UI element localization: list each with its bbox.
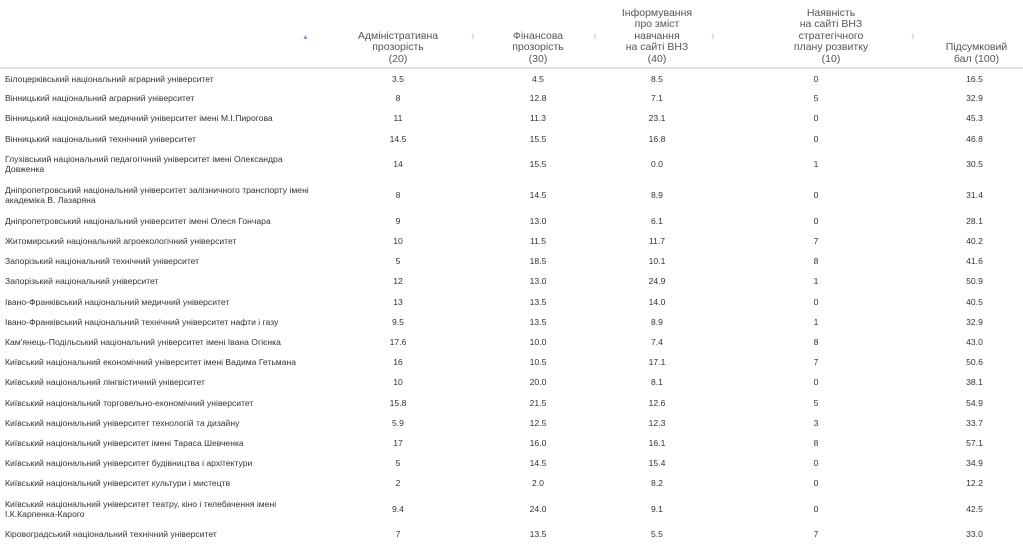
- total-score-cell: 38.1: [966, 377, 983, 388]
- university-name-cell: Київський національний лінгвістичний університет: [5, 377, 205, 388]
- info-score-cell: 11.7: [648, 236, 666, 247]
- column-header-line: Інформування: [621, 6, 693, 19]
- info-score-cell: 12.6: [648, 397, 666, 408]
- plan-score-cell: 0: [813, 73, 819, 84]
- info-score-cell: 24.9: [648, 276, 666, 287]
- fin-score-cell: 11.5: [529, 236, 547, 247]
- total-score-cell: 12.2: [966, 478, 983, 489]
- info-score-cell: 14.0: [648, 296, 666, 307]
- university-name-cell: Київський національний університет культури і мистецтв: [5, 478, 231, 489]
- fin-score-cell: 20.0: [529, 377, 547, 388]
- info-score-cell: 23.1: [648, 113, 666, 124]
- info-score-cell: 9.1: [651, 503, 663, 514]
- admin-score-cell: 10: [393, 377, 403, 388]
- plan-score-cell: 0: [813, 296, 819, 307]
- table-row: [0, 108, 1023, 128]
- fin-score-cell: 12.8: [529, 93, 547, 104]
- fin-score-cell: 15.5: [529, 159, 547, 170]
- admin-score-cell: 14.5: [389, 133, 407, 144]
- admin-score-cell: 10: [393, 236, 403, 247]
- admin-score-cell: 12: [393, 276, 403, 287]
- admin-score-cell: 2: [395, 478, 401, 489]
- university-name-cell: Київський національний університет технологій та дизайну: [5, 417, 240, 428]
- fin-score-cell: 11.3: [529, 113, 547, 124]
- sort-toggle-icon[interactable]: ⇕: [592, 34, 598, 41]
- plan-score-cell: 0: [813, 503, 819, 514]
- column-header-line: (30): [528, 52, 548, 65]
- admin-score-cell: 9.4: [392, 503, 404, 514]
- admin-score-cell: 8: [395, 190, 401, 201]
- plan-score-cell: 1: [813, 159, 819, 170]
- plan-score-cell: 5: [813, 397, 819, 408]
- column-header-line: на сайті ВНЗ: [799, 18, 863, 31]
- fin-score-cell: 2.0: [532, 478, 544, 489]
- info-score-cell: 0.0: [651, 159, 663, 170]
- university-name-cell: Київський національний торговельно-економічний університет: [5, 397, 254, 408]
- university-name-cell: Київський національний економічний університет імені Вадима Гетьмана: [5, 357, 297, 368]
- admin-score-cell: 5.9: [392, 417, 404, 428]
- column-header-line: Підсумковий: [945, 41, 1008, 54]
- info-score-cell: 12.3: [648, 417, 666, 428]
- plan-score-cell: 1: [813, 276, 819, 287]
- total-score-cell: 43.0: [966, 336, 983, 347]
- fin-score-cell: 18.5: [529, 256, 547, 267]
- plan-score-cell: 0: [813, 215, 819, 226]
- total-score-cell: 34.9: [966, 458, 983, 469]
- university-name-cell: Київський національний університет будівництва і архітектури: [5, 458, 253, 469]
- university-name-cell: Івано-Франківський національний медичний університет: [5, 296, 230, 307]
- plan-score-cell: 5: [813, 93, 819, 104]
- fin-score-cell: 16.0: [529, 437, 547, 448]
- total-score-cell: 32.9: [966, 316, 983, 327]
- column-header-name[interactable]: [0, 0, 318, 68]
- plan-score-cell: 7: [813, 236, 819, 247]
- university-name-cell: Білоцерківський національний аграрний університет: [5, 73, 214, 84]
- university-name-cell: Івано-Франківський національний технічний університет нафти і газу: [5, 316, 279, 327]
- info-score-cell: 8.1: [651, 377, 663, 388]
- admin-score-cell: 7: [395, 529, 401, 540]
- column-header-line: прозорість: [372, 41, 424, 54]
- info-score-cell: 15.4: [648, 458, 666, 469]
- fin-score-cell: 14.5: [529, 458, 547, 469]
- table-row: [0, 129, 1023, 149]
- total-score-cell: 30.5: [966, 159, 983, 170]
- admin-score-cell: 9.5: [392, 316, 404, 327]
- info-score-cell: 16.1: [648, 437, 666, 448]
- plan-score-cell: 0: [813, 190, 819, 201]
- column-header-total[interactable]: [916, 0, 1023, 68]
- column-header-line: Фінансова: [512, 29, 564, 42]
- plan-score-cell: 8: [813, 256, 819, 267]
- table-row: [0, 231, 1023, 251]
- info-score-cell: 8.2: [651, 478, 663, 489]
- info-score-cell: 7.1: [651, 93, 663, 104]
- university-name-cell: Вінницький національний аграрний університет: [5, 93, 195, 104]
- info-score-cell: 16.8: [648, 133, 666, 144]
- admin-score-cell: 3.5: [392, 73, 404, 84]
- university-name-cell: Вінницький національний медичний університет імені М.І.Пирогова: [5, 113, 273, 124]
- total-score-cell: 32.9: [966, 93, 983, 104]
- column-header-line: (10): [821, 52, 841, 65]
- plan-score-cell: 1: [813, 316, 819, 327]
- column-header-line: на сайті ВНЗ: [625, 41, 689, 54]
- university-name-cell: Вінницький національний технічний університет: [5, 133, 196, 144]
- fin-score-cell: 12.5: [529, 417, 547, 428]
- university-name-cell: Дніпропетровський національний університет імені Олеся Гончара: [5, 215, 271, 226]
- sort-ascending-icon[interactable]: ▲: [302, 34, 309, 41]
- column-header-line: (20): [388, 52, 408, 65]
- column-header-line: плану розвитку: [793, 41, 869, 54]
- total-score-cell: 46.8: [966, 133, 983, 144]
- table-row: [0, 473, 1023, 493]
- total-score-cell: 33.7: [966, 417, 983, 428]
- plan-score-cell: 8: [813, 336, 819, 347]
- university-name-cell: Кам'янець-Подільський національний університет імені Івана Огієнка: [5, 336, 281, 347]
- table-row: [0, 149, 1023, 180]
- fin-score-cell: 21.5: [529, 397, 547, 408]
- sort-toggle-icon[interactable]: ⇕: [710, 34, 716, 41]
- fin-score-cell: 13.5: [529, 296, 547, 307]
- total-score-cell: 40.5: [966, 296, 983, 307]
- column-header-line: Наявність: [806, 6, 856, 19]
- admin-score-cell: 9: [395, 215, 401, 226]
- university-name-cell: Кіровоградський національний технічний університет: [5, 529, 217, 540]
- info-score-cell: 8.9: [651, 190, 663, 201]
- admin-score-cell: 17: [393, 437, 403, 448]
- table-row: [0, 271, 1023, 291]
- fin-score-cell: 4.5: [532, 73, 544, 84]
- fin-score-cell: 10.0: [529, 336, 547, 347]
- total-score-cell: 57.1: [966, 437, 983, 448]
- total-score-cell: 45.3: [966, 113, 983, 124]
- total-score-cell: 50.6: [966, 357, 983, 368]
- admin-score-cell: 17.6: [389, 336, 407, 347]
- column-header-admin[interactable]: [318, 0, 478, 68]
- total-score-cell: 50.9: [966, 276, 983, 287]
- column-header-line: навчання: [634, 29, 680, 42]
- plan-score-cell: 8: [813, 437, 819, 448]
- table-body: [0, 68, 1023, 545]
- total-score-cell: 42.5: [966, 503, 983, 514]
- fin-score-cell: 10.5: [529, 357, 547, 368]
- total-score-cell: 40.2: [966, 236, 983, 247]
- column-header-line: Адміністративна: [357, 29, 439, 42]
- fin-score-cell: 24.0: [529, 503, 547, 514]
- total-score-cell: 41.6: [966, 256, 983, 267]
- admin-score-cell: 5: [395, 256, 401, 267]
- plan-score-cell: 0: [813, 113, 819, 124]
- column-header-info[interactable]: [598, 0, 716, 68]
- fin-score-cell: 14.5: [529, 190, 547, 201]
- table-row: [0, 88, 1023, 108]
- total-score-cell: 31.4: [966, 190, 983, 201]
- plan-score-cell: 0: [813, 478, 819, 489]
- info-score-cell: 17.1: [648, 357, 666, 368]
- column-header-plan[interactable]: [716, 0, 916, 68]
- admin-score-cell: 14: [393, 159, 403, 170]
- admin-score-cell: 8: [395, 93, 401, 104]
- table-row: [0, 332, 1023, 352]
- university-name-cell: Запорізький національний університет: [5, 276, 159, 287]
- fin-score-cell: 13.0: [529, 215, 547, 226]
- university-name-cell: Житомирський національний агроекологічний університет: [5, 236, 237, 247]
- plan-score-cell: 3: [813, 417, 819, 428]
- info-score-cell: 8.9: [651, 316, 663, 327]
- plan-score-cell: 7: [813, 357, 819, 368]
- university-name-cell: Запорізький національний технічний університет: [5, 256, 200, 267]
- table-row: [0, 211, 1023, 231]
- admin-score-cell: 16: [393, 357, 403, 368]
- fin-score-cell: 13.0: [529, 276, 547, 287]
- university-name-cell: Київський національний університет імені Тараса Шевченка: [5, 437, 244, 448]
- university-name-cell: Дніпропетровський національний університет залізничного транспорту імені академіка В. Лазаряна: [5, 185, 309, 206]
- plan-score-cell: 0: [813, 458, 819, 469]
- admin-score-cell: 13: [393, 296, 403, 307]
- table-row: [0, 292, 1023, 312]
- total-score-cell: 16.5: [966, 73, 983, 84]
- university-name-cell: Київський національний університет театру, кіно і телебачення імені І.К.Карпенка-Карого: [5, 498, 277, 519]
- plan-score-cell: 0: [813, 133, 819, 144]
- fin-score-cell: 13.5: [529, 529, 547, 540]
- sort-toggle-icon[interactable]: ⇕: [910, 34, 916, 41]
- column-header-fin[interactable]: [478, 0, 598, 68]
- table-row: [0, 68, 1023, 88]
- info-score-cell: 10.1: [648, 256, 666, 267]
- total-score-cell: 28.1: [966, 215, 983, 226]
- plan-score-cell: 0: [813, 377, 819, 388]
- column-header-line: стратегічного: [798, 29, 864, 42]
- admin-score-cell: 15.8: [389, 397, 407, 408]
- info-score-cell: 7.4: [651, 336, 663, 347]
- fin-score-cell: 13.5: [529, 316, 547, 327]
- table-row: [0, 372, 1023, 392]
- admin-score-cell: 11: [393, 113, 403, 124]
- table-row: [0, 493, 1023, 524]
- table-row: [0, 413, 1023, 433]
- info-score-cell: 8.5: [651, 73, 663, 84]
- column-header-line: про зміст: [634, 18, 680, 31]
- table-row: [0, 524, 1023, 544]
- fin-score-cell: 15.5: [529, 133, 547, 144]
- table-row: [0, 433, 1023, 453]
- total-score-cell: 33.0: [966, 529, 983, 540]
- table-row: [0, 180, 1023, 211]
- column-header-line: бал (100): [953, 52, 1000, 65]
- admin-score-cell: 5: [395, 458, 401, 469]
- total-score-cell: 54.9: [966, 397, 983, 408]
- info-score-cell: 5.5: [651, 529, 663, 540]
- table-row: [0, 352, 1023, 372]
- table-header: [0, 0, 1023, 68]
- table-row: [0, 392, 1023, 412]
- info-score-cell: 6.1: [651, 215, 663, 226]
- table-row: [0, 453, 1023, 473]
- table-row: [0, 251, 1023, 271]
- column-header-line: прозорість: [512, 41, 564, 54]
- column-header-line: (40): [647, 52, 667, 65]
- table-row: [0, 312, 1023, 332]
- sort-toggle-icon[interactable]: ⇕: [470, 34, 476, 41]
- university-name-cell: Глухівський національний педагогічний університет імені Олександра Довженка: [5, 154, 283, 175]
- plan-score-cell: 7: [813, 529, 819, 540]
